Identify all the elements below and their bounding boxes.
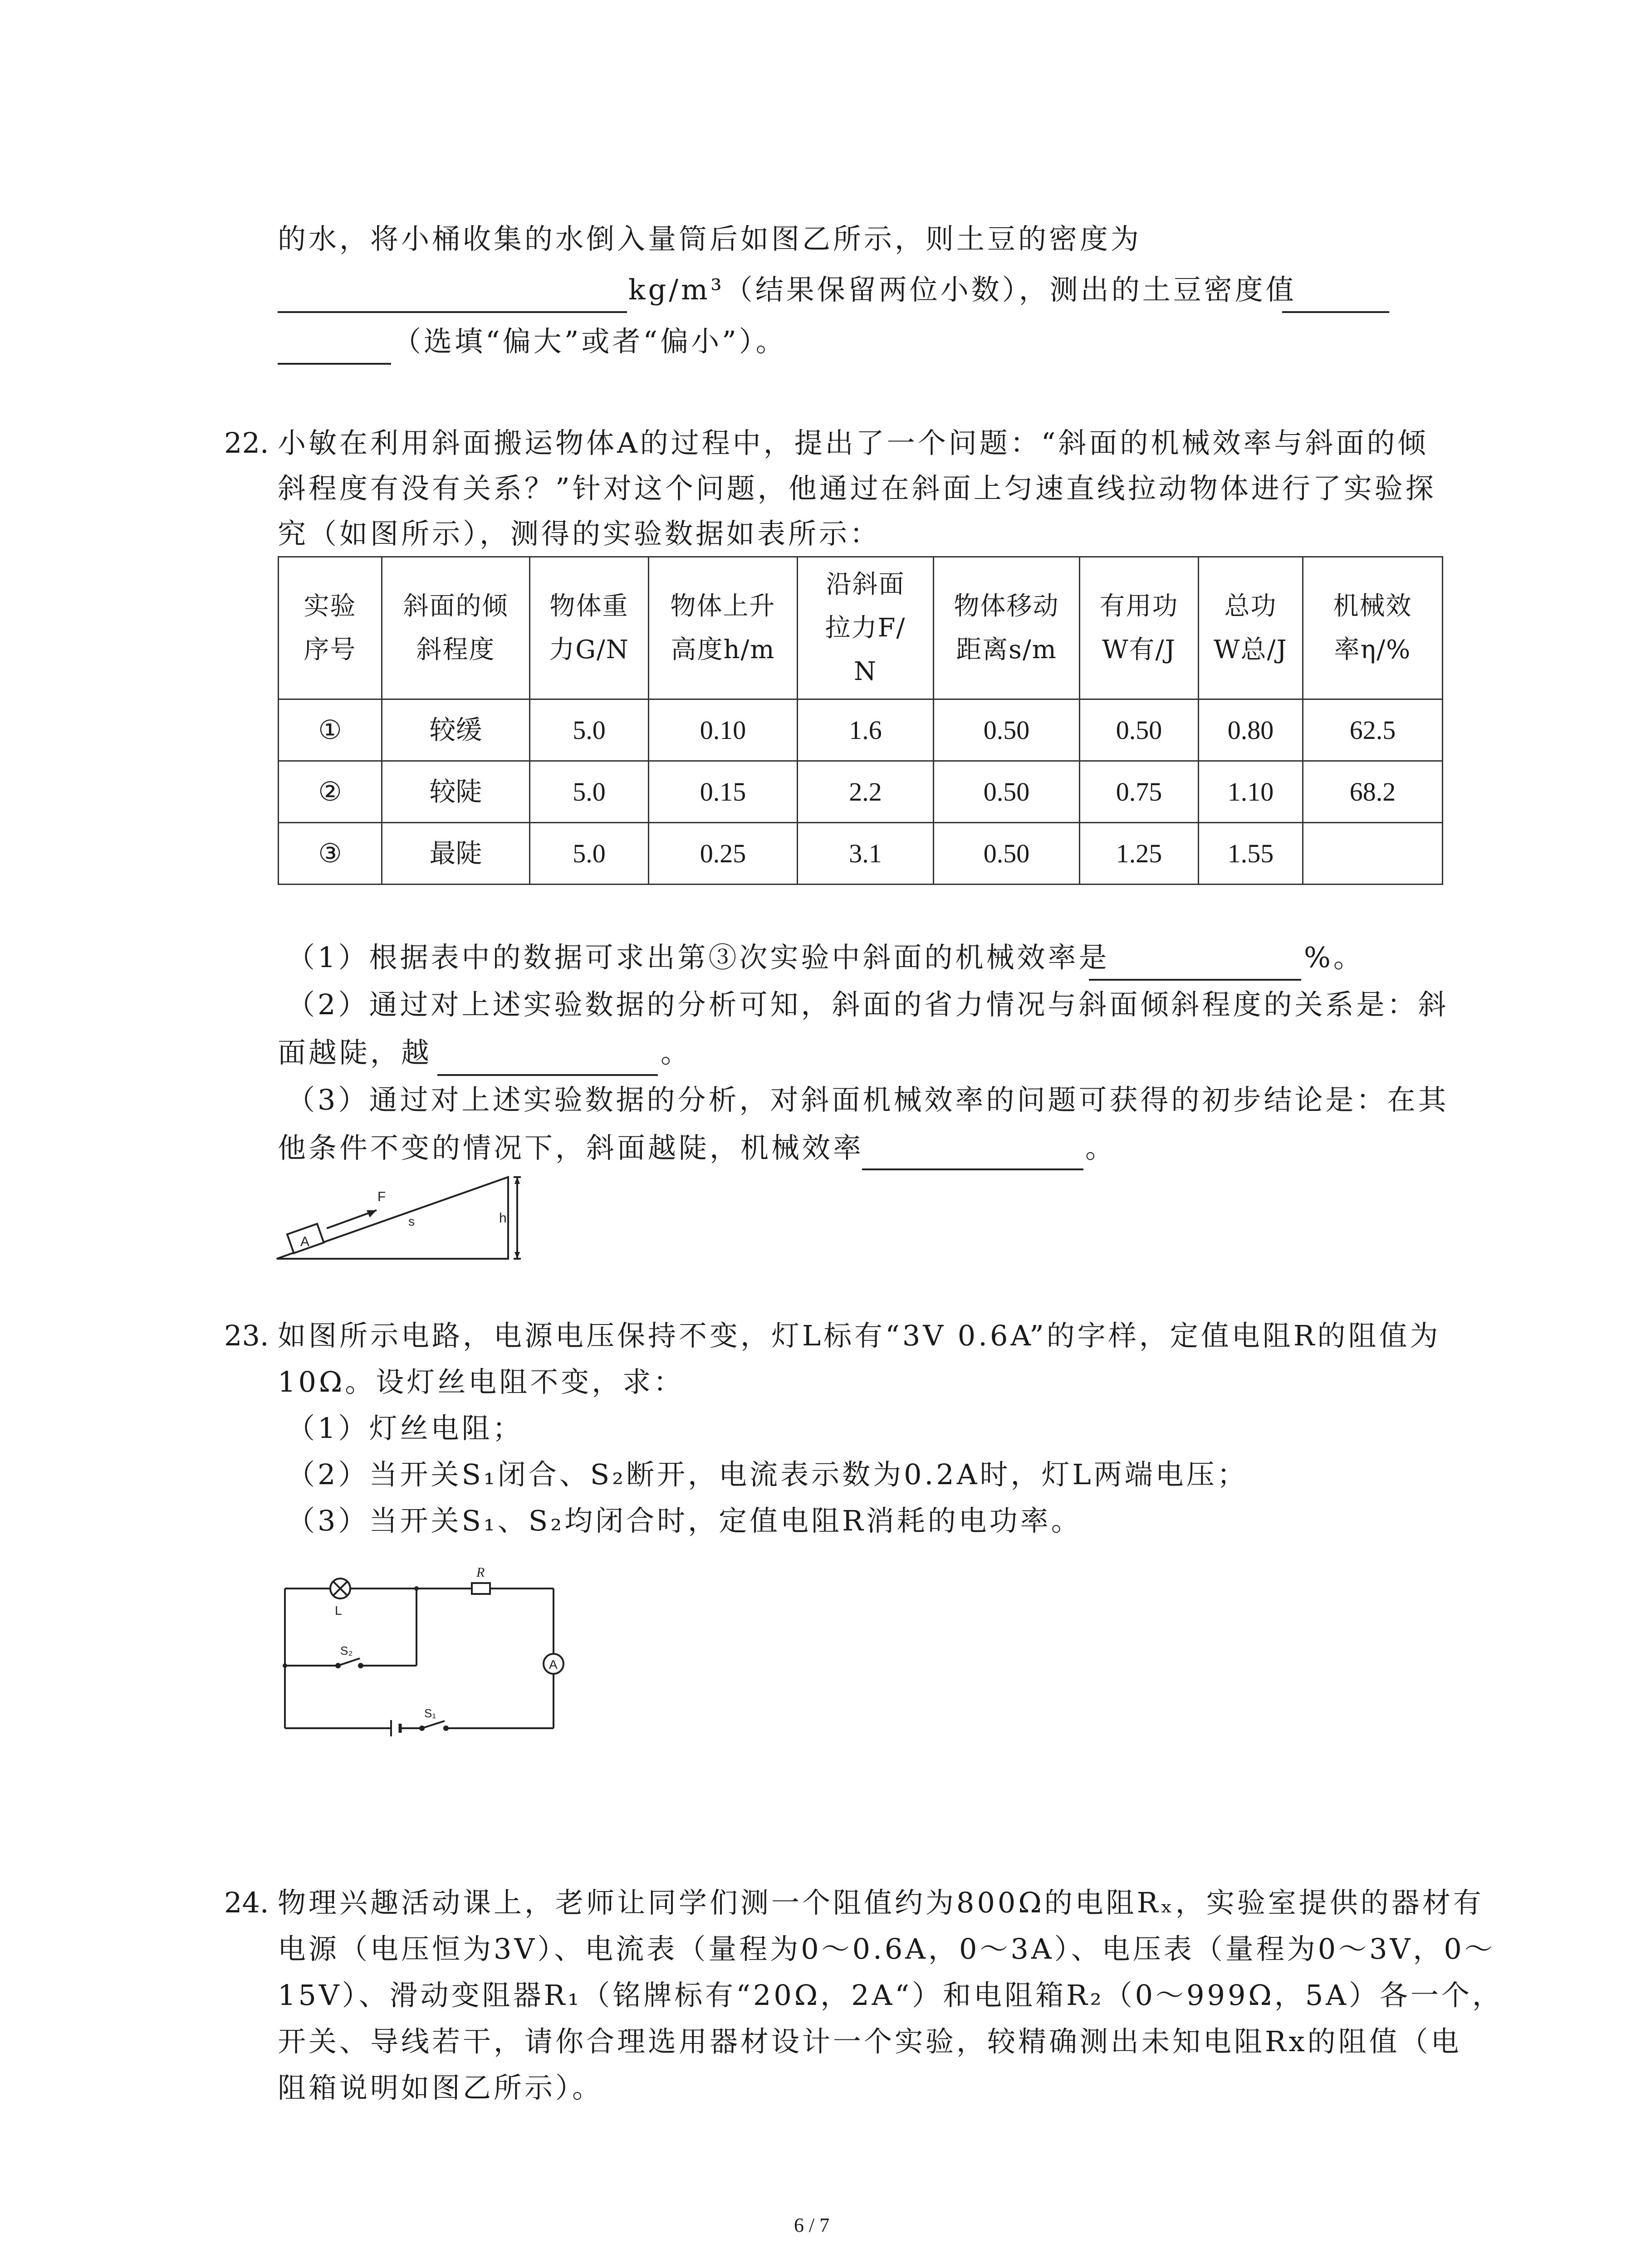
force-label: F (377, 1189, 386, 1204)
q21-text-line3: （选填“偏大”或者“偏小”）。 (393, 325, 787, 358)
table-cell: 5.0 (530, 823, 649, 885)
table-cell: 0.80 (1199, 699, 1303, 761)
answer-blank (1282, 311, 1389, 313)
lamp-label: L (335, 1603, 342, 1618)
table-cell: 0.15 (649, 761, 798, 823)
table-header-cell: 总功 W总/J (1199, 557, 1303, 699)
table-cell: 最陡 (382, 823, 530, 885)
block-label: A (300, 1234, 310, 1249)
table-header-cell: 物体上升 高度h/m (649, 557, 798, 699)
table-cell: 5.0 (530, 761, 649, 823)
resistor-symbol (472, 1583, 490, 1594)
q24-text-line5: 阻箱说明如图乙所示）。 (278, 2071, 603, 2104)
table-header-row (279, 557, 1443, 699)
switch-s2 (336, 1658, 362, 1667)
junction-dot (283, 1663, 287, 1668)
table-cell: 68.2 (1303, 761, 1443, 823)
table-row (279, 699, 1443, 761)
table-cell: 1.25 (1080, 823, 1199, 885)
battery-symbol (391, 1720, 400, 1736)
distance-label: s (408, 1214, 415, 1228)
answer-blank (862, 1168, 1083, 1170)
table-cell: 1.6 (798, 699, 934, 761)
table-header-cell: 物体重 力G/N (530, 557, 649, 699)
q22-sub3-line2: 他条件不变的情况下，斜面越陡，机械效率 (278, 1131, 864, 1164)
q23-text-line2: 10Ω。设灯丝电阻不变，求： (278, 1365, 685, 1398)
question-number: 23. (224, 1319, 269, 1352)
height-label: h (499, 1211, 507, 1226)
answer-blank (1089, 979, 1301, 981)
q22-sub2-line1: （2）通过对上述实验数据的分析可知，斜面的省力情况与斜面倾斜程度的关系是：斜 (287, 988, 1449, 1021)
circuit-figure (272, 1560, 572, 1737)
question-number: 22. (224, 426, 269, 459)
q22-sub1: （1）根据表中的数据可求出第③次实验中斜面的机械效率是 (287, 941, 1110, 974)
table-header-cell: 沿斜面 拉力F/ N (798, 557, 934, 699)
resistor-label: R (476, 1565, 485, 1580)
answer-blank (278, 311, 627, 313)
q23-text-line1: 如图所示电路，电源电压保持不变，灯L标有“3V 0.6A”的字样，定值电阻R的阻值为 (278, 1319, 1441, 1352)
switch-s1 (420, 1721, 448, 1730)
q22-sub3-line1: （3）通过对上述实验数据的分析，对斜面机械效率的问题可获得的初步结论是：在其 (287, 1083, 1449, 1116)
table-cell: 0.50 (934, 699, 1080, 761)
switch-s2-label: S₂ (340, 1644, 353, 1657)
table-cell: 0.50 (934, 823, 1080, 885)
table-cell: 1.55 (1199, 823, 1303, 885)
experiment-data-table (278, 556, 1443, 885)
question-number: 24. (224, 1886, 269, 1919)
table-row (279, 823, 1443, 885)
q22-text-line2: 斜程度有没有关系？”针对这个问题，他通过在斜面上匀速直线拉动物体进行了实验探 (278, 472, 1436, 505)
table-cell: 62.5 (1303, 699, 1443, 761)
table-cell: 较陡 (382, 761, 530, 823)
q24-text-line4: 开关、导线若干，请你合理选用器材设计一个实验，较精确测出未知电阻Rx的阻值（电 (278, 2025, 1462, 2058)
table-cell: 较缓 (382, 699, 530, 761)
q23-sub2: （2）当开关S₁闭合、S₂断开，电流表示数为0.2A时，灯L两端电压； (287, 1458, 1248, 1491)
q23-sub1: （1）灯丝电阻； (287, 1412, 524, 1445)
table-header-cell: 物体移动 距离s/m (934, 557, 1080, 699)
table-header-cell: 机械效 率η/% (1303, 557, 1443, 699)
page-number: 6 / 7 (794, 2214, 830, 2236)
table-cell: 0.50 (1080, 699, 1199, 761)
q23-sub3: （3）当开关S₁、S₂均闭合时，定值电阻R消耗的电功率。 (287, 1504, 1082, 1537)
q22-text-line3: 究（如图所示），测得的实验数据如表所示： (278, 517, 881, 550)
table-cell: ③ (279, 823, 382, 885)
table-header-cell: 有用功 W有/J (1080, 557, 1199, 699)
q24-text-line2: 电源（电压恒为3V）、电流表（量程为0～0.6A，0～3A）、电压表（量程为0～3V，0～ (278, 1932, 1495, 1965)
q22-text-line1: 小敏在利用斜面搬运物体A的过程中，提出了一个问题：“斜面的机械效率与斜面的倾 (278, 426, 1429, 459)
table-cell: 2.2 (798, 761, 934, 823)
q22-sub2-tail: 。 (661, 1036, 692, 1069)
q24-text-line1: 物理兴趣活动课上，老师让同学们测一个阻值约为800Ω的电阻Rₓ，实验室提供的器材有 (278, 1886, 1484, 1919)
table-cell: 0.50 (934, 761, 1080, 823)
ammeter-label: A (549, 1657, 558, 1672)
table-cell: 0.10 (649, 699, 798, 761)
q21-text-line1: 的水，将小桶收集的水倒入量筒后如图乙所示，则土豆的密度为 (278, 222, 1142, 255)
answer-blank (278, 363, 391, 365)
table-cell: 0.75 (1080, 761, 1199, 823)
answer-blank (437, 1074, 658, 1076)
table-cell: ② (279, 761, 382, 823)
q24-text-line3: 15V）、滑动变阻器R₁（铭牌标有“20Ω，2A“）和电阻箱R₂（0～999Ω，5A）各一个， (278, 1979, 1504, 2012)
table-cell (1303, 823, 1443, 885)
table-header-cell: 斜面的倾 斜程度 (382, 557, 530, 699)
q22-sub2-line2: 面越陡，越 (278, 1036, 432, 1069)
table-cell: 3.1 (798, 823, 934, 885)
table-cell: ① (279, 699, 382, 761)
table-cell: 0.25 (649, 823, 798, 885)
table-cell: 1.10 (1199, 761, 1303, 823)
table-cell: 5.0 (530, 699, 649, 761)
q22-sub3-tail: 。 (1085, 1131, 1117, 1164)
incline-figure (272, 1170, 526, 1261)
q21-text-line2: kg/m³（结果保留两位小数），测出的土豆密度值 (628, 273, 1297, 306)
q22-sub1-tail: %。 (1304, 941, 1364, 974)
junction-dot (414, 1586, 419, 1591)
table-header-cell: 实验 序号 (279, 557, 382, 699)
table-row (279, 761, 1443, 823)
switch-s1-label: S₁ (424, 1706, 436, 1720)
lamp-symbol (330, 1579, 350, 1598)
